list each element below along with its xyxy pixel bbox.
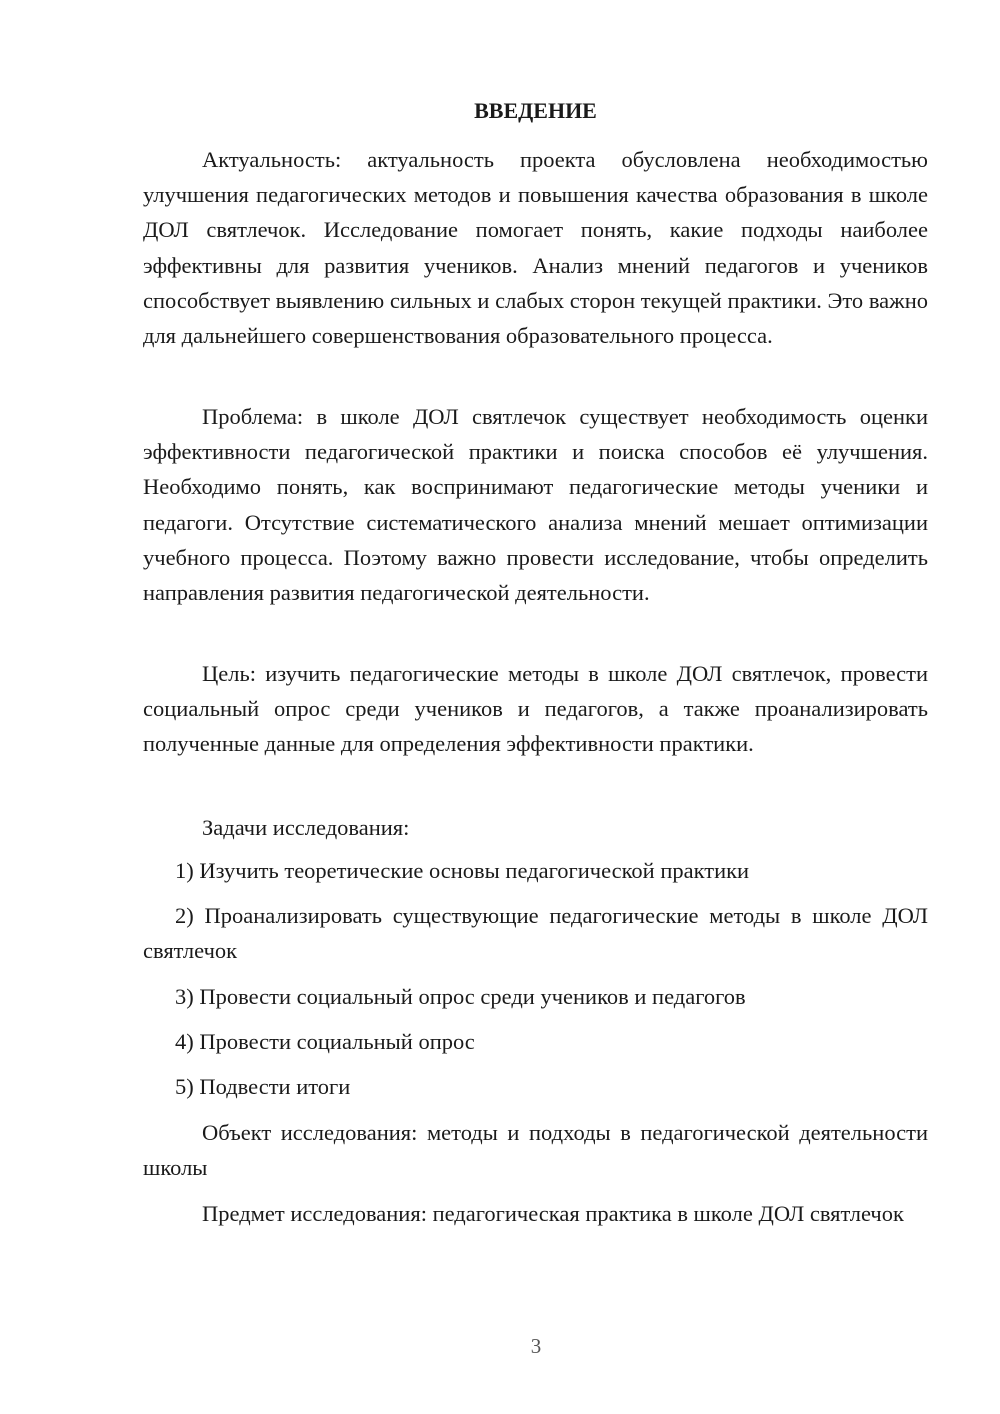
object-paragraph: Объект исследования: методы и подходы в педагогической деятельности школы [143, 1120, 928, 1181]
goal-paragraph: Цель: изучить педагогические методы в школе ДОЛ святлечок, провести социальный опрос среди учеников и педагогов, а также проанализировать полученные данные для определения эффективности практики. [143, 661, 928, 757]
task-item: 3) Провести социальный опрос среди учеников и педагогов [175, 984, 746, 1009]
page-number: 3 [530, 1334, 542, 1358]
subject-paragraph: Предмет исследования: педагогическая практика в школе ДОЛ святлечок [202, 1201, 904, 1226]
problem-paragraph: Проблема: в школе ДОЛ святлечок существует необходимость оценки эффективности педагогической практики и поиска способов её улучшения. Необходимо понять, как воспринимают педагогические методы ученики и педагоги. Отсутствие систематического анализа мнений мешает оптимизации учебного процесса. Поэтому важно провести исследование, чтобы определить направления развития педагогической деятельности. [143, 404, 928, 606]
tasks-title: Задачи исследования: [202, 815, 410, 840]
task-item: 2) Проанализировать существующие педагогические методы в школе ДОЛ святлечок [143, 903, 928, 964]
task-item: 5) Подвести итоги [175, 1074, 351, 1099]
relevance-paragraph: Актуальность: актуальность проекта обусловлена необходимостью улучшения педагогических методов и повышения качества образования в школе ДОЛ святлечок. Исследование помогает понять, какие подходы наиболее эффективны для развития учеников. Анализ мнений педагогов и учеников способствует выявлению сильных и слабых сторон текущей практики. Это важно для дальнейшего совершенствования образовательного процесса. [143, 147, 928, 349]
task-item: 4) Провести социальный опрос [175, 1029, 475, 1054]
task-item: 1) Изучить теоретические основы педагогической практики [175, 858, 750, 883]
page-title: ВВЕДЕНИЕ [474, 98, 597, 123]
